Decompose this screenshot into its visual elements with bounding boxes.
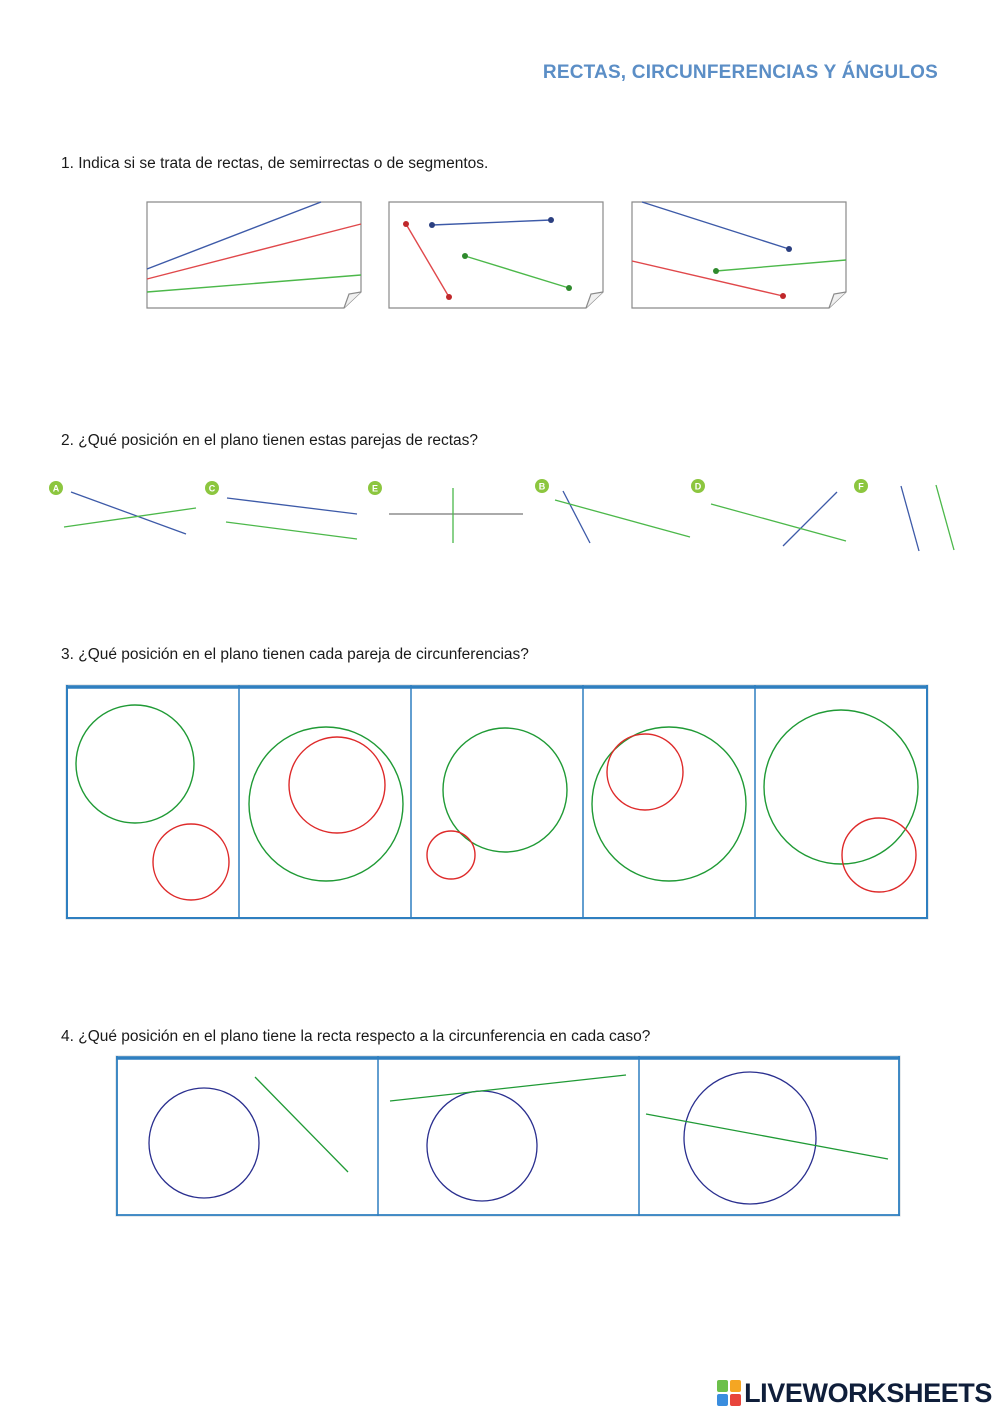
question-1: 1. Indica si se trata de rectas, de semirrectas o de segmentos. (61, 155, 489, 172)
logo-text: LIVEWORKSHEETS (744, 1377, 992, 1408)
question-2: 2. ¿Qué posición en el plano tienen estas parejas de rectas? (61, 432, 479, 449)
q4-figures (110, 1054, 905, 1220)
line-pair-a (49, 481, 196, 534)
q3-figures (62, 683, 932, 923)
line-pair-f (854, 479, 954, 551)
worksheet-title: RECTAS, CIRCUNFERENCIAS Y ÁNGULOS (542, 62, 938, 83)
question-4: 4. ¿Qué posición en el plano tiene la recta respecto a la circunferencia en cada caso? (61, 1028, 651, 1045)
badge-label-b: B (538, 481, 546, 492)
question-3: 3. ¿Qué posición en el plano tienen cada pareja de circunferencias? (61, 646, 529, 663)
badge-label-e: E (371, 483, 379, 494)
badge-label-a: A (52, 483, 60, 494)
line-pair-d (691, 479, 846, 546)
logo-mark-icon (717, 1380, 741, 1406)
q1-panel-3 (632, 202, 846, 308)
line-pair-b (535, 479, 690, 543)
q1-panel-1 (147, 202, 361, 308)
q2-figures (40, 475, 970, 560)
q1-figures (140, 195, 860, 315)
badge-label-f: F (858, 481, 864, 492)
liveworksheets-logo (717, 1378, 992, 1408)
badge-label-d: D (694, 481, 702, 492)
line-pair-e (368, 481, 523, 543)
q1-panel-2 (389, 202, 603, 308)
badge-label-c: C (208, 483, 216, 494)
line-pair-c (205, 481, 357, 539)
